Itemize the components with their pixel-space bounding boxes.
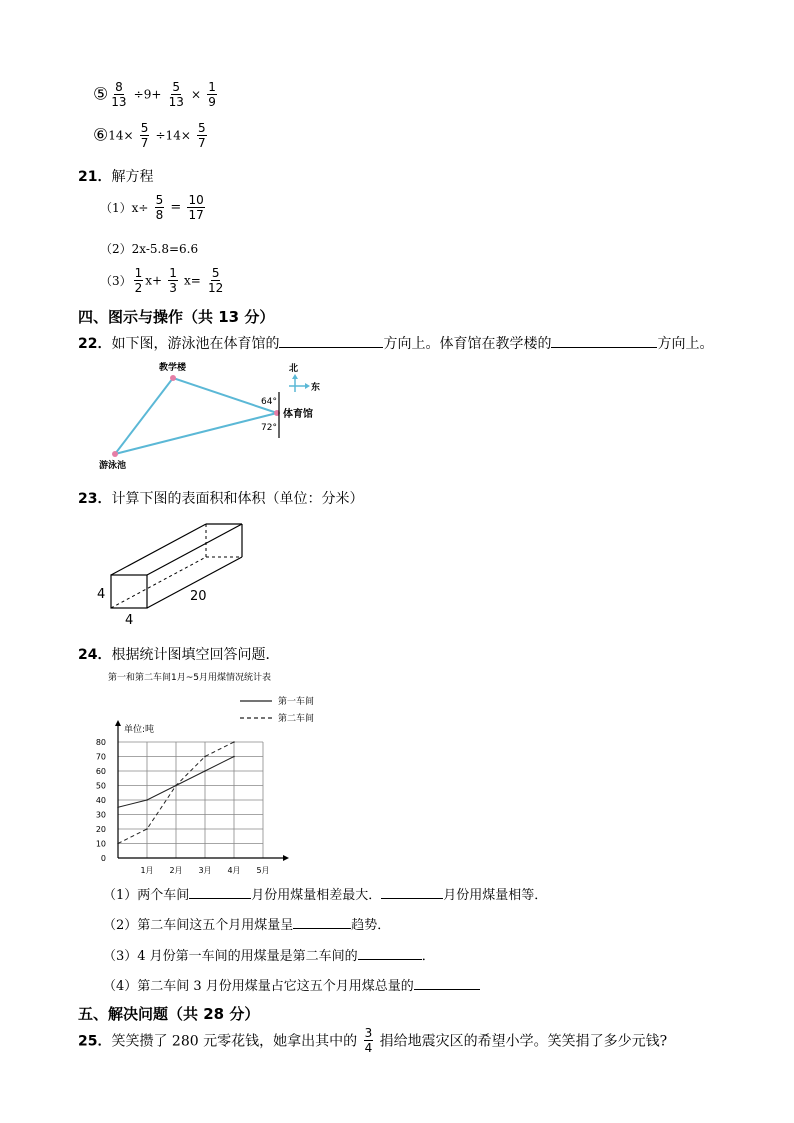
gym-label: 体育馆	[283, 409, 313, 420]
pool-point	[112, 451, 118, 457]
width-label: 4	[125, 613, 134, 628]
question-22: 22．如下图，游泳池在体育馆的 方向上。体育馆在教学楼的 方向上。	[78, 336, 714, 352]
problem-5: ⑤ $\frac{8}{13}$ ÷9+ $\frac{5}{13}$ × $\frac{1}{9}$	[93, 80, 216, 109]
y-axis-arrow	[115, 720, 121, 726]
legend-label: 第二车间	[278, 714, 315, 724]
cuboid-diagram	[92, 518, 252, 630]
y-tick-label: 30	[95, 810, 106, 820]
answer-blank[interactable]	[414, 977, 480, 990]
y-tick-label: 80	[95, 738, 106, 747]
line-chart	[85, 690, 345, 878]
data-point	[146, 828, 148, 830]
fraction: $\frac{1}{9}$	[208, 80, 216, 109]
section-4-title: 四、图示与操作（共 13 分）	[78, 308, 275, 326]
length-label: 20	[190, 589, 207, 604]
data-point	[117, 806, 119, 808]
line-pool-gym	[115, 413, 277, 454]
direction-map	[95, 358, 335, 473]
answer-blank[interactable]	[189, 886, 251, 899]
height-label: 4	[97, 587, 106, 602]
data-point	[233, 741, 235, 743]
line-school-pool	[115, 378, 173, 454]
chart-title: 第一和第二车间1月~5月用煤情况统计表	[108, 673, 271, 683]
fraction: $\frac{5}{7}$	[198, 121, 206, 150]
equation-2: （2）2x-5.8=6.6	[100, 242, 199, 256]
answer-blank[interactable]	[551, 335, 657, 348]
data-point	[233, 756, 235, 758]
data-point	[204, 756, 206, 758]
y-tick-label: 60	[95, 767, 106, 776]
school-label: 教学楼	[159, 363, 187, 373]
y-tick-label: 40	[95, 796, 106, 805]
line-school-gym	[173, 378, 277, 413]
section-5-title: 五、解决问题（共 28 分）	[78, 1005, 260, 1023]
answer-blank[interactable]	[293, 916, 351, 929]
fraction: $\frac{8}{13}$	[111, 80, 127, 109]
question-25: 25．笑笑攒了 280 元零花钱，她拿出其中的 $\frac{3}{4}$ 捐给地震灾区的希望小学。笑笑捐了多少元钱?	[78, 1026, 668, 1055]
equation-3: （3） $\frac{1}{2}$ x+ $\frac{1}{3}$ x= $\frac{5}{12}$	[100, 266, 224, 295]
pool-label: 游泳池	[99, 461, 127, 471]
x-tick-label: 2月	[169, 866, 183, 875]
y-tick-label: 70	[95, 752, 106, 762]
data-point	[175, 785, 177, 787]
east-label: 东	[311, 383, 321, 393]
x-tick-label: 4月	[227, 866, 241, 875]
y-tick-label: 10	[95, 839, 106, 849]
y-tick-label: 0	[100, 854, 106, 863]
y-axis-label: 单位:吨	[124, 725, 155, 735]
legend-label: 第一车间	[278, 697, 315, 707]
problem-label: ⑤	[93, 84, 109, 105]
question-24-3: （3）4 月份第一车间的用煤量是第二车间的 ．	[103, 949, 435, 964]
fraction: $\frac{5}{13}$	[168, 80, 184, 109]
data-point	[146, 799, 148, 801]
problem-label: ⑥	[93, 125, 109, 146]
x-tick-label: 1月	[140, 866, 154, 875]
x-axis-arrow	[283, 855, 289, 861]
question-24: 24．根据统计图填空回答问题．	[78, 647, 280, 663]
angle-64: 64°	[261, 397, 277, 407]
x-tick-label: 5月	[256, 866, 270, 875]
question-24-4: （4）第二车间 3 月份用煤量占它这五个月用煤总量的	[103, 975, 480, 994]
question-24-1: （1）两个车间 月份用煤量相差最大． 月份用煤量相等．	[103, 888, 548, 903]
question-21: 21．解方程	[78, 169, 154, 185]
data-point	[117, 843, 119, 845]
problem-6: ⑥14× $\frac{5}{7}$ ÷14× $\frac{5}{7}$	[93, 121, 206, 150]
angle-72: 72°	[261, 423, 277, 433]
equation-1: （1）x÷ $\frac{5}{8}$ = $\frac{10}{17}$	[100, 193, 204, 222]
question-24-2: （2）第二车间这五个月用煤量呈 趋势．	[103, 918, 391, 933]
y-tick-label: 20	[95, 825, 106, 834]
question-23: 23．计算下图的表面积和体积（单位：分米）	[78, 491, 364, 507]
answer-blank[interactable]	[279, 335, 383, 348]
fraction: $\frac{5}{7}$	[140, 121, 149, 150]
data-point	[204, 770, 206, 772]
north-label: 北	[289, 364, 299, 374]
answer-blank[interactable]	[381, 886, 443, 899]
x-tick-label: 3月	[198, 866, 212, 875]
y-tick-label: 50	[95, 781, 106, 791]
school-point	[170, 375, 176, 381]
answer-blank[interactable]	[358, 947, 422, 960]
